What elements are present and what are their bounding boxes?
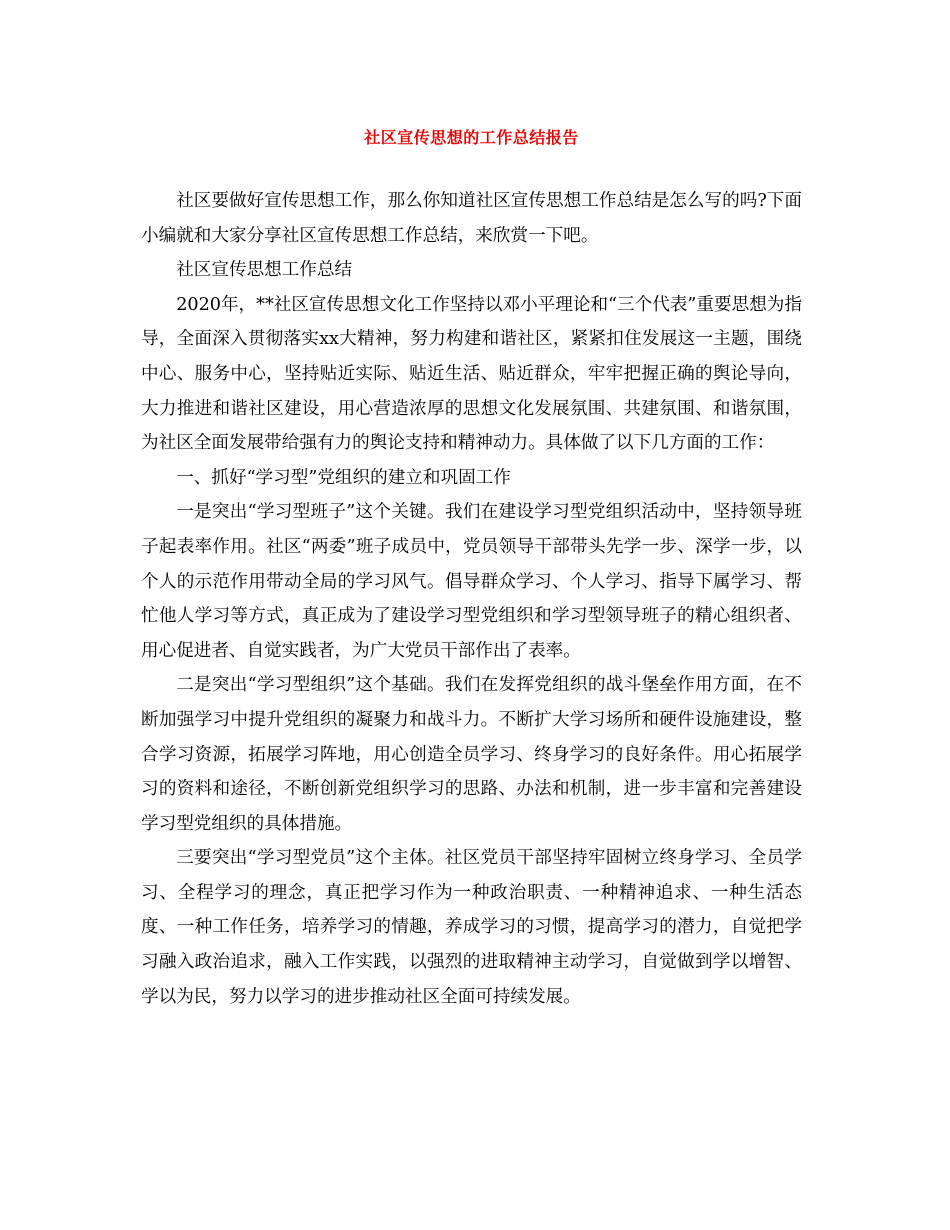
paragraph-subtitle: 社区宣传思想工作总结 [176, 260, 353, 281]
paragraph-point-3: 三要突出“学习型党员”这个主体。社区党员干部坚持牢固树立终身学习、全员学习、全程学习的理念，真正把学习作为一种政治职责、一种精神追求、一种生活态度、一种工作任务，培养学习的情趣，养成学习的习惯，提高学习的潜力，自觉把学习融入政治追求，融入工作实践，以强烈的进取精神主动学习，自觉做到学以增智、学以为民，努力以学习的进步推动社区全面可持续发展。 [141, 848, 802, 1007]
document-title: 社区宣传思想的工作总结报告 [364, 128, 579, 147]
paragraph-overview: 2020年，**社区宣传思想文化工作坚持以邓小平理论和“三个代表”重要思想为指导，全面深入贯彻落实xx大精神，努力构建和谐社区，紧紧扣住发展这一主题，围绕中心、服务中心，坚持贴近实际、贴近生活、贴近群众，牢牢把握正确的舆论导向，大力推进和谐社区建设，用心营造浓厚的思想文化发展氛围、共建氛围、和谐氛围，为社区全面发展带给强有力的舆论支持和精神动力。具体做了以下几方面的工作： [141, 294, 802, 454]
paragraph-point-2: 二是突出“学习型组织”这个基础。我们在发挥党组织的战斗堡垒作用方面，在不断加强学习中提升党组织的凝聚力和战斗力。不断扩大学习场所和硬件设施建设，整合学习资源，拓展学习阵地，用心创造全员学习、终身学习的良好条件。用心拓展学习的资料和途径，不断创新党组织学习的思路、办法和机制，进一步丰富和完善建设学习型党组织的具体措施。 [141, 675, 802, 834]
paragraph-intro: 社区要做好宣传思想工作，那么你知道社区宣传思想工作总结是怎么写的吗?下面小编就和大家分享社区宣传思想工作总结，来欣赏一下吧。 [141, 191, 802, 246]
section-heading-1: 一、抓好“学习型”党组织的建立和巩固工作 [176, 467, 511, 488]
paragraph-point-1: 一是突出“学习型班子”这个关键。我们在建设学习型党组织活动中，坚持领导班子起表率作用。社区“两委”班子成员中，党员领导干部带头先学一步、深学一步，以个人的示范作用带动全局的学习风气。倡导群众学习、个人学习、指导下属学习、帮忙他人学习等方式，真正成为了建设学习型党组织和学习型领导班子的精心组织者、用心促进者、自觉实践者，为广大党员干部作出了表率。 [141, 502, 802, 661]
